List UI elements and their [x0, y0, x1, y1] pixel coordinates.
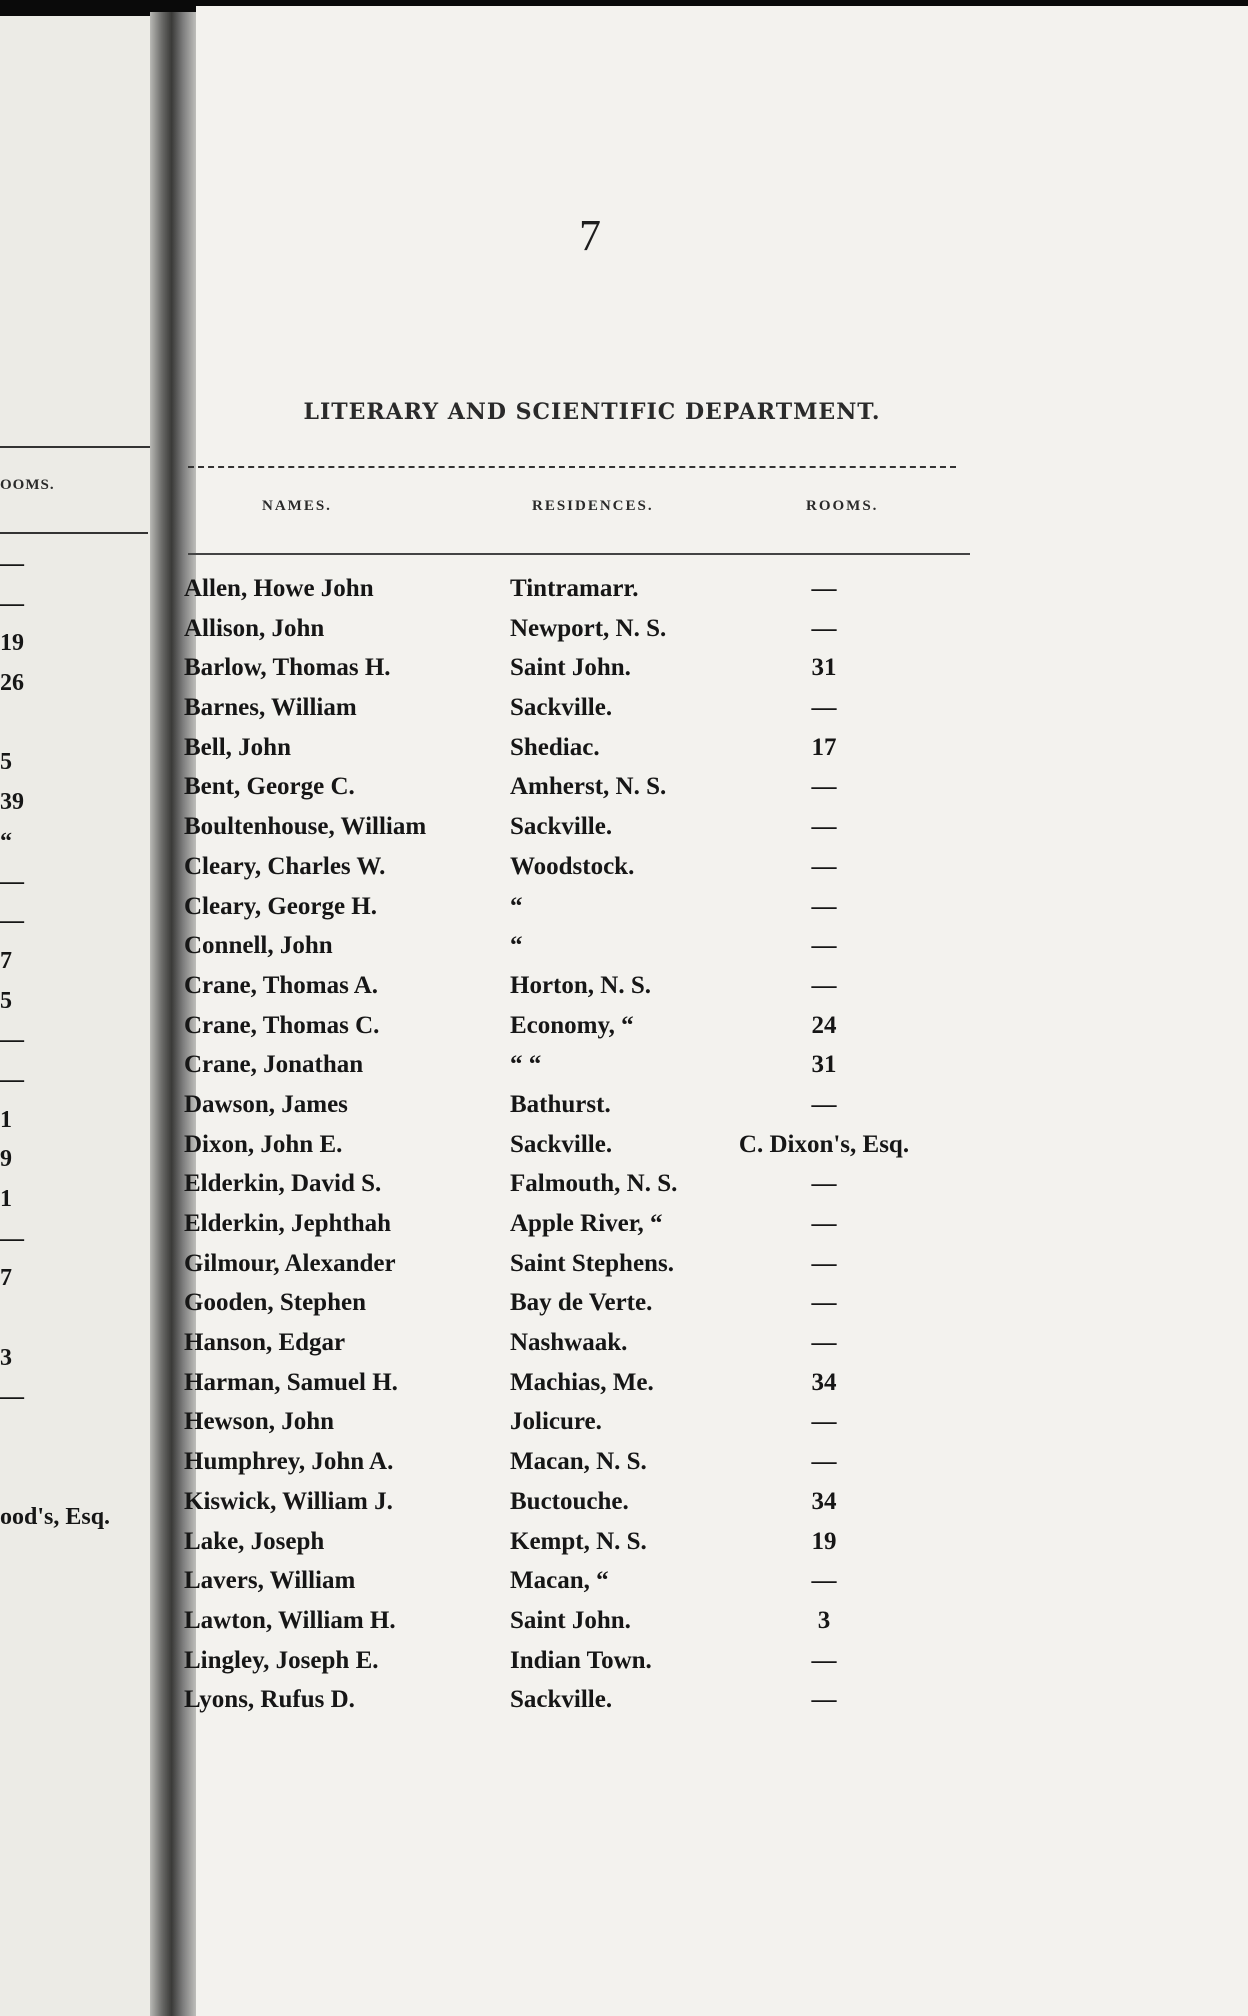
- student-residence: Amherst, N. S.: [510, 773, 667, 801]
- previous-page-room-value: 5: [0, 987, 12, 1014]
- previous-page-room-value: [0, 710, 150, 750]
- student-name: Bent, George C.: [184, 773, 355, 801]
- list-item: [184, 972, 984, 1012]
- previous-page-room-value: 7: [0, 1265, 12, 1292]
- student-room: —: [811, 1646, 837, 1674]
- student-residence: Bay de Verte.: [510, 1289, 653, 1317]
- previous-page-room-value: 39: [0, 789, 24, 816]
- list-item: [184, 773, 984, 813]
- student-residence: Saint Stephens.: [510, 1249, 674, 1277]
- student-room: —: [811, 773, 837, 801]
- list-item: [184, 1250, 984, 1290]
- student-residence: Sackville.: [510, 1130, 613, 1158]
- list-item: [184, 1408, 984, 1448]
- list-item: [184, 1369, 984, 1409]
- previous-page-rooms-header: OOMS.: [0, 477, 55, 493]
- student-room: —: [811, 892, 837, 920]
- list-item: [184, 893, 984, 933]
- student-room: —: [811, 694, 837, 722]
- previous-page-room-value: 26: [0, 670, 24, 697]
- list-item: [184, 1210, 984, 1250]
- list-item: [184, 1289, 984, 1329]
- student-residence: Falmouth, N. S.: [510, 1170, 678, 1198]
- student-room: 31: [811, 1051, 837, 1079]
- list-item: [184, 853, 984, 893]
- previous-page-room-value: [0, 1424, 150, 1464]
- previous-page-room-value: 1: [0, 1186, 12, 1212]
- previous-page-room-value: 3: [0, 1344, 12, 1371]
- student-name: Dixon, John E.: [184, 1130, 343, 1158]
- student-residence: Sackville.: [510, 1686, 613, 1714]
- student-room: —: [811, 932, 837, 960]
- student-residence: Apple River, “: [510, 1210, 663, 1237]
- student-name: Cleary, George H.: [184, 892, 377, 920]
- list-item: [184, 1329, 984, 1369]
- list-item: [184, 1091, 984, 1131]
- student-residence: Tintramarr.: [510, 575, 639, 602]
- previous-page-room-value: —: [0, 1225, 24, 1252]
- list-item: [184, 813, 984, 853]
- student-name: Connell, John: [184, 932, 333, 960]
- student-room: —: [811, 1686, 837, 1714]
- department-title: LITERARY AND SCIENTIFIC DEPARTMENT.: [303, 399, 881, 425]
- list-item: [184, 1686, 984, 1726]
- student-residence: Sackville.: [510, 813, 613, 841]
- previous-page-room-value: ood's, Esq.: [0, 1503, 111, 1530]
- student-room: —: [811, 1090, 837, 1118]
- student-name: Lawton, William H.: [184, 1606, 396, 1634]
- student-residence: Saint John.: [510, 654, 631, 682]
- student-residence: Nashwaak.: [510, 1329, 628, 1357]
- list-item: [184, 1131, 984, 1171]
- student-residence: Woodstock.: [510, 852, 635, 880]
- list-item: [184, 1567, 984, 1607]
- student-residence: “ “: [510, 1051, 542, 1079]
- student-room: —: [811, 1210, 837, 1237]
- previous-page-room-value: —: [0, 908, 24, 935]
- student-name: Dawson, James: [184, 1090, 348, 1118]
- student-room: —: [811, 1408, 837, 1436]
- student-name: Gilmour, Alexander: [184, 1249, 396, 1277]
- student-residence: “: [510, 892, 523, 920]
- student-name: Lingley, Joseph E.: [184, 1646, 379, 1674]
- student-name: Lavers, William: [184, 1567, 356, 1595]
- student-name: Gooden, Stephen: [184, 1289, 366, 1317]
- list-item: [184, 654, 984, 694]
- previous-page-rule: [0, 532, 148, 534]
- list-item: [184, 615, 984, 655]
- list-item: [184, 1647, 984, 1687]
- previous-page-room-value: —: [0, 1066, 24, 1093]
- student-room: 31: [811, 654, 837, 682]
- student-residence: Machias, Me.: [510, 1368, 654, 1396]
- previous-page-room-value: 9: [0, 1146, 12, 1173]
- student-name: Kiswick, William J.: [184, 1487, 393, 1515]
- student-name: Allen, Howe John: [184, 575, 374, 602]
- student-room: 24: [811, 1011, 837, 1039]
- previous-page-room-value: 1: [0, 1106, 12, 1133]
- previous-page-room-value: 7: [0, 947, 12, 974]
- list-item: [184, 1170, 984, 1210]
- student-name: Elderkin, Jephthah: [184, 1210, 392, 1237]
- student-list: [184, 575, 984, 1726]
- previous-page-room-value: —: [0, 551, 24, 577]
- student-name: Lyons, Rufus D.: [184, 1686, 355, 1714]
- header-divider: [188, 553, 970, 555]
- list-item: [184, 694, 984, 734]
- student-room: 34: [811, 1368, 837, 1396]
- student-room: —: [811, 1249, 837, 1277]
- student-name: Boultenhouse, William: [184, 813, 427, 841]
- student-residence: Bathurst.: [510, 1090, 611, 1118]
- previous-page-room-value: 5: [0, 749, 12, 776]
- student-room: —: [811, 575, 837, 602]
- student-room: —: [811, 813, 837, 841]
- student-name: Crane, Thomas A.: [184, 971, 379, 999]
- student-name: Humphrey, John A.: [184, 1448, 394, 1476]
- list-item: [184, 1012, 984, 1052]
- student-name: Crane, Jonathan: [184, 1051, 364, 1079]
- student-residence: Horton, N. S.: [510, 971, 651, 999]
- student-room: —: [811, 852, 837, 880]
- student-room: C. Dixon's, Esq.: [738, 1130, 910, 1158]
- list-item: [184, 932, 984, 972]
- list-item: [184, 1448, 984, 1488]
- previous-page-room-value: —: [0, 590, 24, 617]
- previous-page-rule: [0, 446, 152, 448]
- previous-page-room-value: [0, 1464, 150, 1504]
- list-item: [184, 1528, 984, 1568]
- student-room: —: [811, 1170, 837, 1198]
- column-header-residences: RESIDENCES.: [532, 498, 654, 514]
- list-item: [184, 1607, 984, 1647]
- student-room: 19: [811, 1527, 837, 1555]
- student-residence: Macan, “: [510, 1567, 609, 1595]
- student-name: Lake, Joseph: [184, 1527, 325, 1555]
- previous-page-room-value: “: [0, 828, 12, 855]
- student-room: —: [811, 614, 837, 642]
- student-name: Hanson, Edgar: [184, 1329, 346, 1357]
- student-room: —: [811, 1289, 837, 1317]
- previous-page-room-value: —: [0, 868, 24, 895]
- student-residence: “: [510, 932, 523, 960]
- title-divider: [188, 466, 956, 468]
- previous-page-room-value: —: [0, 1027, 24, 1054]
- student-room: —: [811, 1448, 837, 1476]
- student-room: —: [811, 971, 837, 999]
- column-header-names: NAMES.: [262, 498, 332, 514]
- student-name: Bell, John: [184, 733, 291, 761]
- student-residence: Economy, “: [510, 1011, 634, 1039]
- student-residence: Sackville.: [510, 694, 613, 722]
- list-item: [184, 1051, 984, 1091]
- previous-page-room-value: 19: [0, 630, 24, 657]
- student-room: 34: [811, 1487, 837, 1515]
- student-residence: Macan, N. S.: [510, 1448, 647, 1476]
- student-residence: Saint John.: [510, 1606, 631, 1634]
- student-room: —: [811, 1567, 837, 1595]
- previous-page-rooms-column: [0, 551, 150, 1543]
- student-residence: Shediac.: [510, 733, 600, 761]
- student-residence: Indian Town.: [510, 1646, 652, 1674]
- student-name: Harman, Samuel H.: [184, 1368, 398, 1396]
- student-residence: Jolicure.: [510, 1408, 602, 1436]
- student-residence: Kempt, N. S.: [510, 1527, 647, 1555]
- student-name: Allison, John: [184, 614, 325, 642]
- previous-page-room-value: [0, 1305, 150, 1345]
- student-residence: Newport, N. S.: [510, 614, 667, 642]
- student-name: Barlow, Thomas H.: [184, 654, 391, 682]
- student-name: Crane, Thomas C.: [184, 1011, 380, 1039]
- student-room: —: [811, 1329, 837, 1357]
- student-name: Cleary, Charles W.: [184, 852, 386, 880]
- student-room: 3: [817, 1606, 831, 1634]
- previous-page-room-value: —: [0, 1384, 24, 1411]
- list-item: [184, 734, 984, 774]
- student-name: Elderkin, David S.: [184, 1170, 382, 1198]
- list-item: [184, 1488, 984, 1528]
- student-room: 17: [811, 733, 837, 761]
- column-header-rooms: ROOMS.: [806, 498, 879, 514]
- student-name: Hewson, John: [184, 1408, 335, 1436]
- student-name: Barnes, William: [184, 694, 357, 722]
- student-residence: Buctouche.: [510, 1487, 629, 1515]
- list-item: [184, 575, 984, 615]
- page-number: 7: [579, 211, 601, 260]
